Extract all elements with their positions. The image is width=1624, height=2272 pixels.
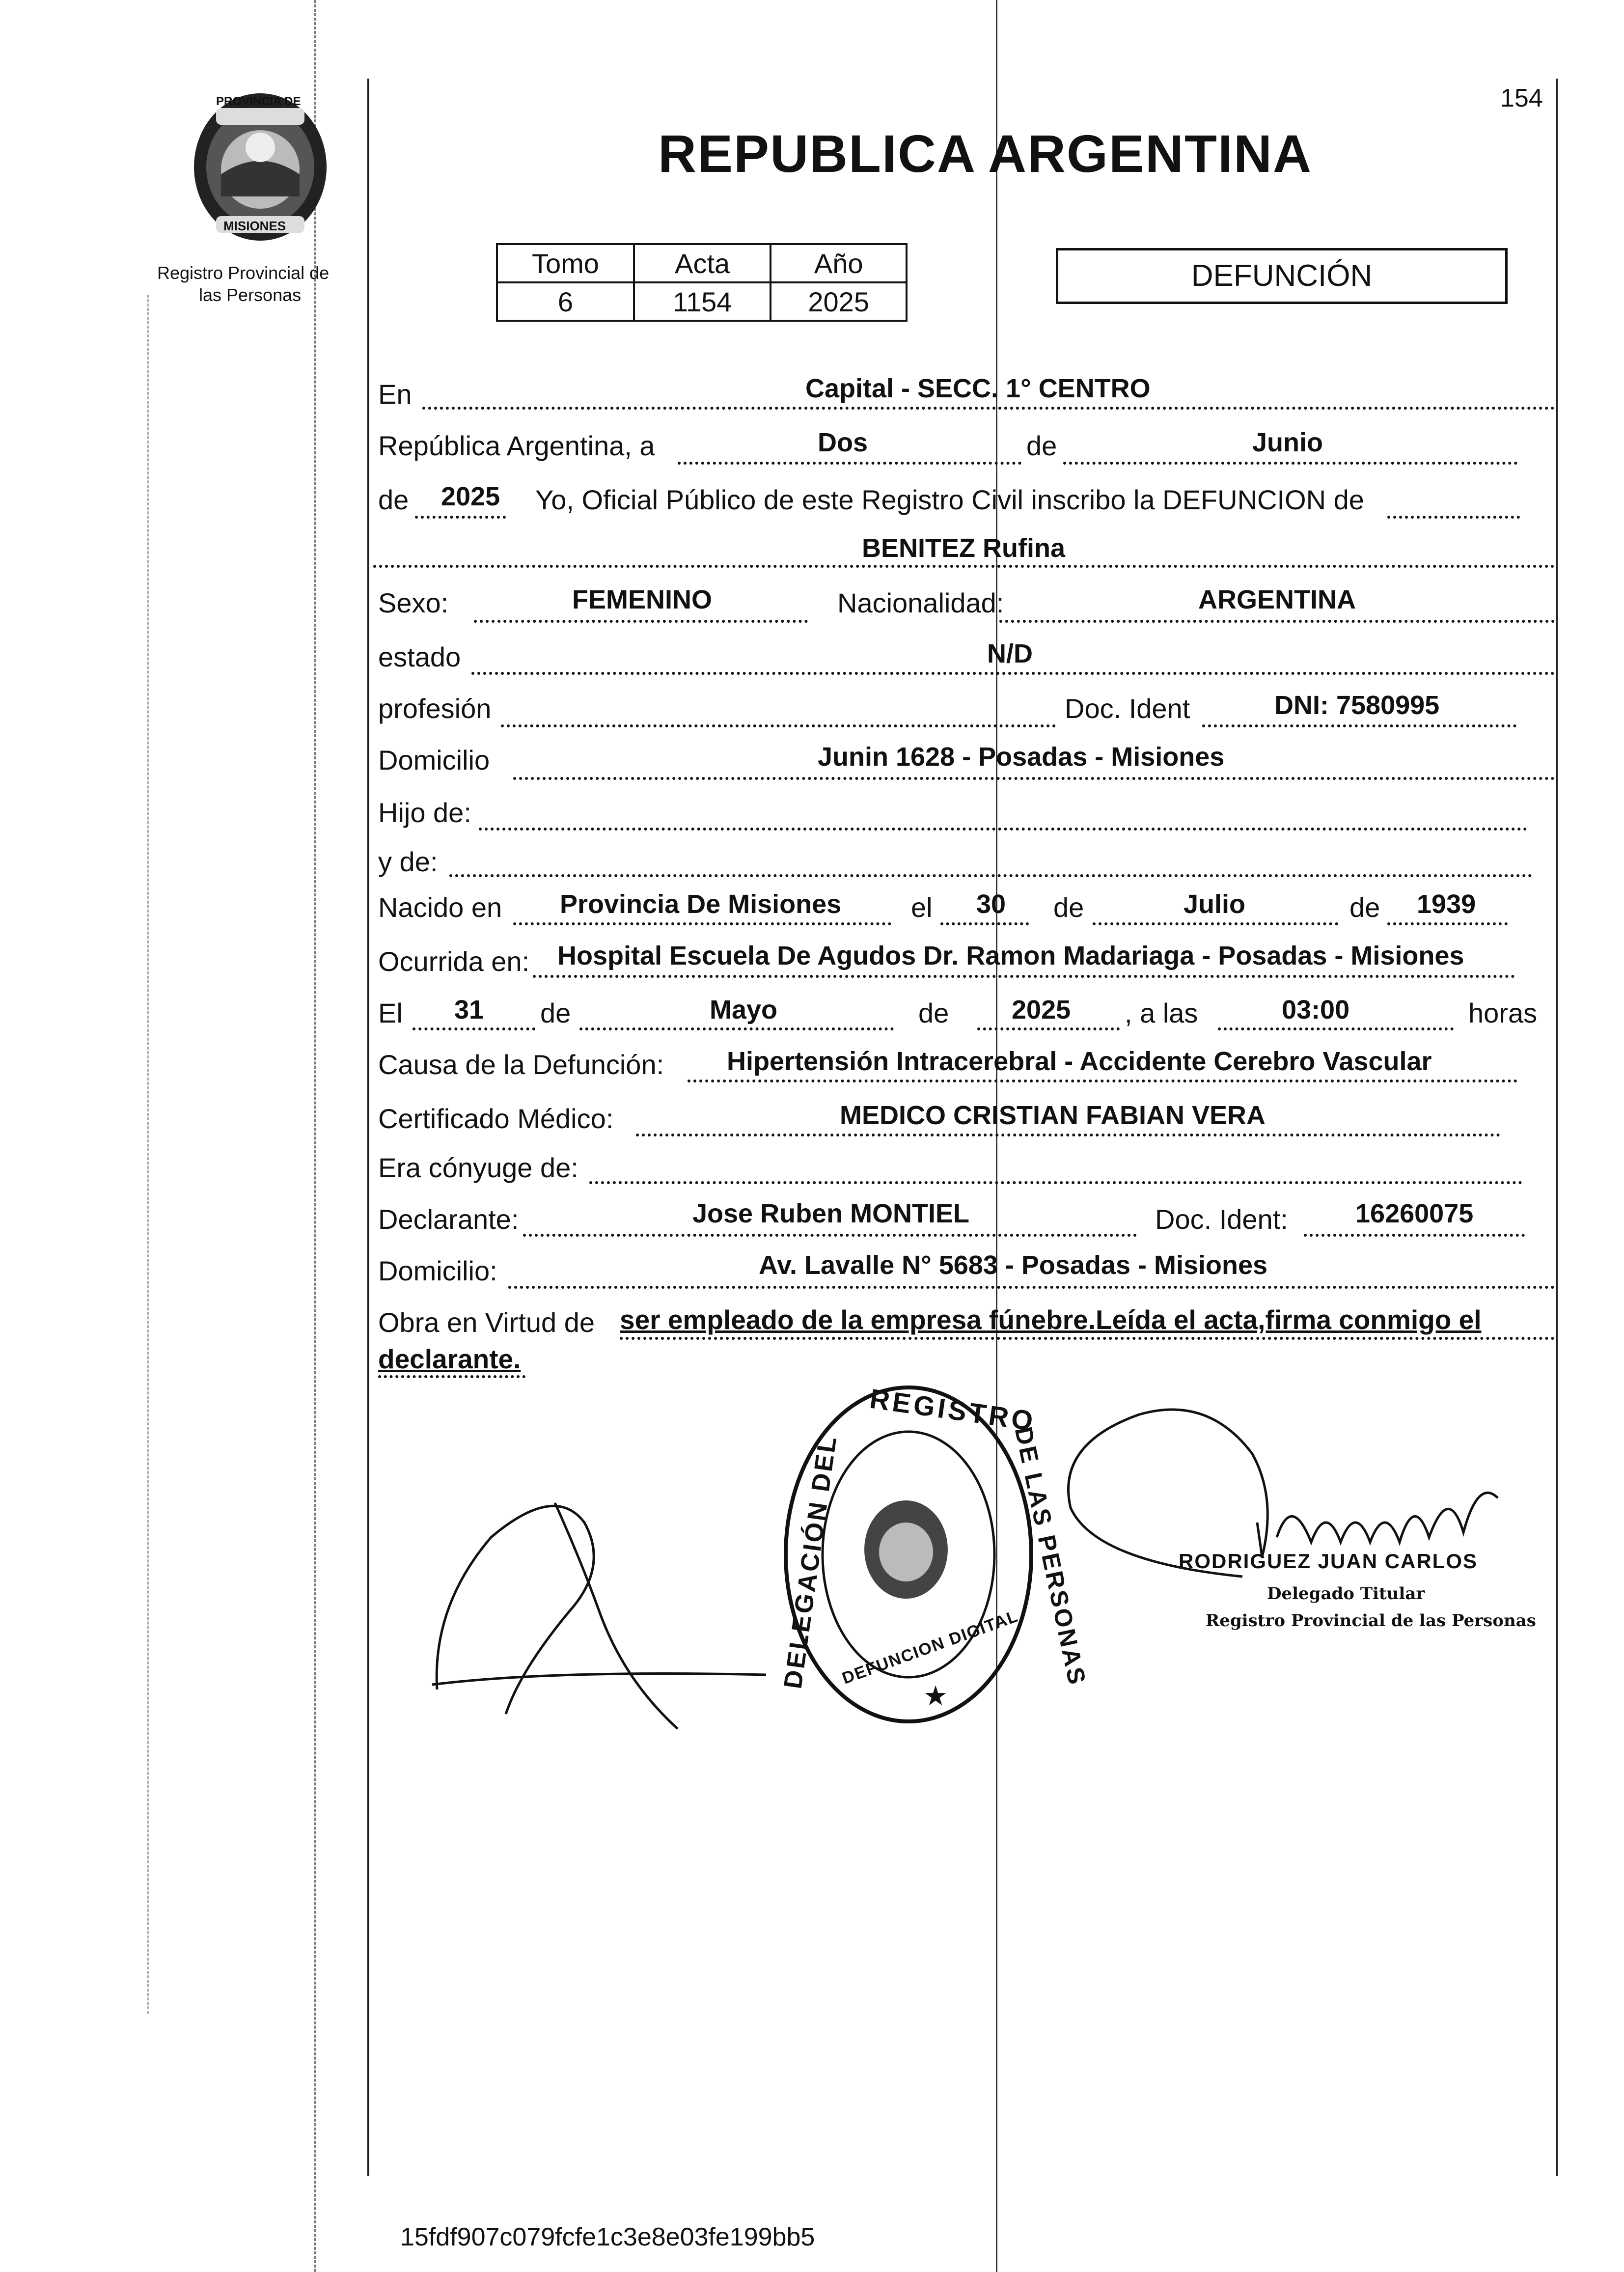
domicilio-fill-line [513,777,1555,780]
declarante-domicilio-value: Av. Lavalle N° 5683 - Posadas - Misiones [759,1250,1268,1280]
record-table-header-row [497,244,907,282]
record-table-cell: 6 [497,282,634,321]
ocurrida-value: Hospital Escuela De Agudos Dr. Ramon Madariaga - Posadas - Misiones [557,941,1464,970]
death-year-fill-line [977,1027,1120,1030]
page-number: 154 [1500,84,1543,112]
sexo-fill-line [474,620,808,623]
record-table-header: Año [771,244,907,282]
registry-logo-seal-bottom-text: MISIONES [223,219,286,233]
de-label-2: de [378,484,409,515]
en-label: En [378,379,412,410]
estado-label: estado [378,641,461,672]
domicilio-label: Domicilio [378,745,490,776]
nacido-en-label: Nacido en [378,892,502,923]
declarant-signature [422,1483,776,1739]
obra-fill-line-1 [620,1337,1555,1340]
binding-margin-line [314,0,316,2272]
registry-logo-seal-top-text: PROVINCIA DE [216,95,301,108]
birth-year-value: 1939 [1417,889,1476,919]
death-day-fill-line [413,1027,535,1030]
year-fill-line [415,516,506,519]
declarante-value: Jose Ruben MONTIEL [692,1199,970,1228]
record-table-header: Acta [634,244,771,282]
estado-fill-line [471,672,1555,675]
domicilio-label-2: Domicilio: [378,1255,497,1286]
record-table [496,243,908,322]
de-label-4: de [1349,892,1380,923]
doc-ident-value: DNI: 7580995 [1274,691,1440,720]
el-label: el [911,892,933,923]
conyuge-fill-line [589,1181,1522,1184]
declaration-fill-line [1387,516,1520,519]
de-label-6: de [918,997,949,1028]
ocurrida-label: Ocurrida en: [378,946,530,977]
declarante-doc-fill-line [1304,1234,1525,1237]
name-fill-line [373,565,1555,568]
birth-month-value: Julio [1184,889,1246,919]
profesion-fill-line [501,724,1056,727]
doc-ident-label-2: Doc. Ident: [1155,1204,1288,1235]
de-label: de [1026,430,1057,461]
conyuge-label: Era cónyuge de: [378,1152,578,1183]
death-day-value: 31 [454,995,484,1025]
death-month-value: Mayo [710,995,778,1025]
de-label-5: de [540,997,571,1028]
registry-caption-line1: Registro Provincial de [157,263,330,283]
stamp-ring-left-text: DELEGACIÓN DEL [778,1433,843,1691]
doc-ident-label: Doc. Ident [1065,693,1190,724]
obra-label: Obra en Virtud de [378,1307,595,1338]
frame-right-rule [1556,79,1558,2176]
official-office: Registro Provincial de las Personas [1206,1611,1536,1631]
obra-value-1: ser empleado de la empresa fúnebre.Leída el acta,firma conmigo el [620,1304,1482,1335]
profesion-label: profesión [378,693,492,724]
sexo-value: FEMENINO [572,585,713,614]
page-title: REPUBLICA ARGENTINA [658,124,1312,183]
de-label-3: de [1053,892,1084,923]
declaration-text: Yo, Oficial Público de este Registro Civil inscribo la DEFUNCION de [535,484,1364,515]
y-de-fill-line [449,874,1532,877]
hijo-de-label: Hijo de: [378,797,471,828]
causa-value: Hipertensión Intracerebral - Accidente Cerebro Vascular [727,1047,1432,1076]
en-fill-line [422,407,1555,410]
domicilio-value: Junin 1628 - Posadas - Misiones [818,742,1225,772]
record-table-cell: 2025 [771,282,907,321]
certificado-label: Certificado Médico: [378,1103,614,1134]
estado-value: N/D [987,639,1033,668]
declarante-fill-line [523,1234,1137,1237]
month-fill-line [1063,462,1517,465]
hijo-de-fill-line [479,828,1527,831]
causa-label: Causa de la Defunción: [378,1049,664,1080]
sexo-label: Sexo: [378,587,449,618]
frame-left-rule [367,79,369,2176]
declarante-domicilio-fill-line [508,1286,1555,1289]
month-value: Junio [1252,428,1323,457]
record-table-value-row [497,282,907,321]
nacido-en-fill-line [513,922,891,925]
nacionalidad-value: ARGENTINA [1198,585,1356,614]
certificado-value: MEDICO CRISTIAN FABIAN VERA [840,1101,1266,1130]
record-table-cell: 1154 [634,282,771,321]
day-fill-line [678,462,1021,465]
year-value: 2025 [441,482,500,511]
birth-month-fill-line [1093,922,1338,925]
stamp-ring-right-text: DE LAS PERSONAS [1009,1424,1092,1689]
nacionalidad-fill-line [999,620,1555,623]
ocurrida-fill-line [533,975,1515,978]
binding-margin-line-outer [147,295,149,2014]
birth-year-fill-line [1387,922,1508,925]
birth-day-fill-line [940,922,1029,925]
deceased-name: BENITEZ Rufina [862,533,1065,563]
document-hash: 15fdf907c079fcfe1c3e8e03fe199bb5 [400,2223,815,2251]
official-name: RODRIGUEZ JUAN CARLOS [1179,1550,1478,1573]
stamp-star-icon: ★ [923,1680,948,1711]
republica-label: República Argentina, a [378,430,655,461]
stamp-ring-top-text: REGISTRO [868,1383,1038,1437]
day-value: Dos [818,428,868,457]
record-table-header: Tomo [497,244,634,282]
nacionalidad-label: Nacionalidad: [837,587,1004,618]
time-value: 03:00 [1282,995,1350,1025]
birth-day-value: 30 [976,889,1006,919]
nacido-en-value: Provincia De Misiones [560,889,842,919]
horas-label: horas [1468,997,1538,1028]
declarante-label: Declarante: [378,1204,519,1235]
en-value: Capital - SECC. 1° CENTRO [805,374,1151,403]
stamp-inner-text: DEFUNCION DIGITAL [839,1607,1021,1688]
doc-ident-fill-line [1202,724,1516,727]
certificado-fill-line [636,1134,1500,1136]
y-de-label: y de: [378,846,438,877]
el-label-2: El [378,997,403,1028]
obra-value-2: declarante. [378,1344,521,1374]
causa-fill-line [688,1080,1517,1082]
registry-caption-line2: las Personas [199,285,302,305]
declarante-doc-value: 16260075 [1355,1199,1474,1228]
a-las-label: , a las [1125,997,1198,1028]
death-year-value: 2025 [1012,995,1071,1025]
death-month-fill-line [579,1027,894,1030]
official-title: Delegado Titular [1267,1584,1425,1604]
time-fill-line [1218,1027,1454,1030]
obra-fill-line-2 [378,1375,525,1378]
record-type-box: DEFUNCIÓN [1056,248,1508,304]
